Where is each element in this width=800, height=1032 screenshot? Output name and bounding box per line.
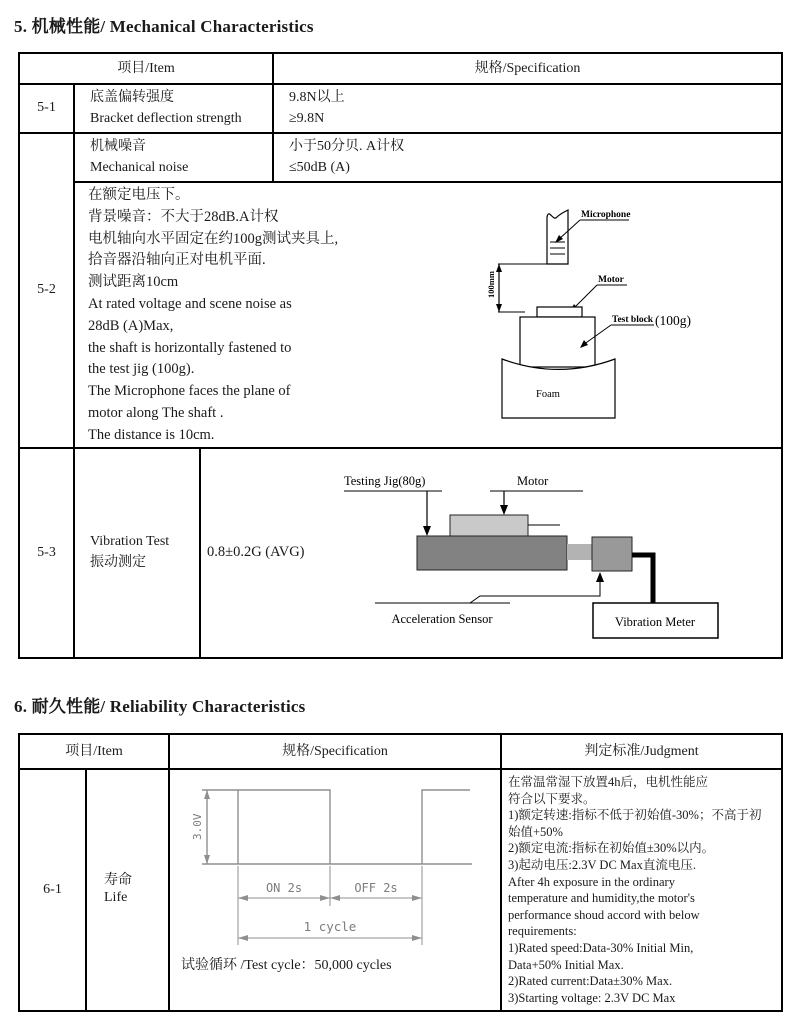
connector-shape — [567, 544, 592, 560]
row-5-2-id: 5-2 — [37, 282, 56, 297]
text-line: Data+50% Initial Max. — [508, 957, 624, 972]
arrowhead — [496, 264, 502, 272]
pulse-on-2 — [422, 790, 470, 864]
text-line: 符合以下要求。 — [508, 791, 596, 806]
voltage-label: 3.0V — [191, 813, 204, 840]
text-line: performance shoud accord with below — [508, 907, 700, 922]
table6-header-judgment: 判定标准/Judgment — [584, 744, 699, 759]
pulse-on — [238, 790, 330, 864]
text-line: 28dB (A)Max, — [88, 317, 174, 334]
text-line: 电机轴向水平固定在约100g测试夹具上, — [88, 230, 339, 247]
table5-line — [73, 181, 781, 183]
motor-shape — [537, 307, 582, 317]
text-line: The Microphone faces the plane of — [88, 383, 291, 400]
text-line: the shaft is horizontally fastened to — [88, 339, 292, 356]
row-5-1-spec: 9.8N以上 ≥9.8N — [289, 89, 345, 126]
text-line: The distance is 10cm. — [88, 426, 215, 443]
text-line: 拾音器沿轴向正对电机平面. — [88, 252, 266, 269]
section5-title: 5. 机械性能/ Mechanical Characteristics — [14, 17, 314, 36]
motor-label: Motor — [598, 275, 624, 285]
leader-line — [573, 285, 597, 309]
microphone-shape — [547, 210, 568, 264]
text-line: 始值+50% — [508, 824, 563, 839]
arrowhead — [238, 895, 248, 901]
table5-line — [199, 447, 201, 657]
text-line: After 4h exposure in the ordinary — [508, 874, 675, 889]
judgment-criteria — [508, 774, 761, 1006]
vibration-meter-label: Vibration Meter — [614, 615, 696, 629]
row-5-3-item: Vibration Test 振动测定 — [90, 534, 170, 570]
text-line: 测试距离10cm — [88, 274, 179, 291]
text-line: 2)额定电流:指标在初始值±30%以内。 — [508, 841, 715, 856]
arrowhead — [412, 895, 422, 901]
foam-label: Foam — [536, 389, 560, 400]
vibration-test-diagram — [330, 465, 775, 650]
arrowhead — [330, 895, 340, 901]
distance-label: 100mm — [486, 271, 496, 298]
motor-label: Motor — [517, 474, 549, 488]
arrowhead — [423, 526, 431, 536]
row-5-1-item: 底盖偏转强度 Bracket deflection strength — [90, 89, 242, 126]
microphone-label: Microphone — [581, 210, 631, 220]
cable — [632, 555, 653, 603]
on-label: ON 2s — [265, 881, 303, 895]
table5-header-item: 项目/Item — [117, 61, 175, 76]
row-6-1-item: 寿命 Life — [104, 873, 132, 905]
text-line: 3)Starting voltage: 2.3V DC Max — [508, 990, 676, 1005]
row-5-2-spec: 小于50分贝. A计权 ≤50dB (A) — [289, 138, 405, 175]
text-line: 1)额定转速:指标不低于初始值-30%；不高于初 — [508, 808, 762, 823]
arrowhead — [238, 935, 248, 941]
arrowhead — [500, 505, 508, 515]
row-5-3-id: 5-3 — [37, 544, 56, 560]
testing-jig-shape — [417, 536, 567, 570]
off-label: OFF 2s — [354, 881, 398, 895]
noise-test-description — [88, 185, 338, 447]
table6-line — [168, 735, 170, 1010]
row-5-1-id: 5-1 — [37, 100, 56, 115]
table6-header-item: 项目/Item — [65, 744, 123, 759]
text-line: 3)起动电压:2.3V DC Max直流电压. — [508, 857, 696, 872]
text-line: the test jig (100g). — [88, 361, 195, 378]
testing-jig-label: Testing Jig(80g) — [344, 474, 426, 488]
microphone-test-diagram — [480, 195, 710, 425]
row-5-2-item: 机械噪音 Mechanical noise — [90, 138, 189, 175]
text-line: 1)Rated speed:Data-30% Initial Min, — [508, 940, 694, 955]
arrowhead — [412, 935, 422, 941]
text-line: 在额定电压下。 — [88, 187, 190, 203]
table5-header-spec: 规格/Specification — [474, 61, 581, 76]
arrowhead — [320, 895, 330, 901]
text-line: 背景噪音：不大于28dB.A计权 — [88, 208, 279, 225]
table6-header-spec: 规格/Specification — [282, 744, 388, 759]
test-block-weight-label: (100g) — [655, 313, 691, 328]
leader-line — [470, 579, 600, 603]
arrowhead — [204, 790, 210, 799]
arrowhead — [596, 572, 604, 582]
section6-title: 6. 耐久性能/ Reliability Characteristics — [14, 697, 306, 716]
text-line: At rated voltage and scene noise as — [88, 295, 292, 312]
motor-shape — [450, 515, 528, 536]
table6-line — [500, 735, 502, 1010]
test-cycle-caption: 试验循环 /Test cycle：50,000 cycles — [181, 958, 392, 973]
text-line: 在常温常湿下放置4h后，电机性能应 — [508, 775, 709, 789]
acceleration-sensor-shape — [592, 537, 632, 571]
arrowhead — [496, 304, 502, 312]
test-block-label: Test block — [612, 315, 654, 325]
vibration-spec-value: 0.8±0.2G (AVG) — [207, 544, 305, 560]
acceleration-sensor-label: Acceleration Sensor — [391, 612, 493, 626]
text-line: 2)Rated current:Data±30% Max. — [508, 974, 673, 989]
text-line: motor along The shaft . — [88, 404, 224, 421]
text-line: requirements: — [508, 924, 577, 939]
test-cycle-waveform — [175, 778, 485, 956]
row-6-1-id: 6-1 — [43, 881, 62, 897]
arrowhead — [204, 855, 210, 864]
text-line: temperature and humidity,the motor's — [508, 891, 695, 906]
cycle-label: 1 cycle — [303, 919, 357, 934]
